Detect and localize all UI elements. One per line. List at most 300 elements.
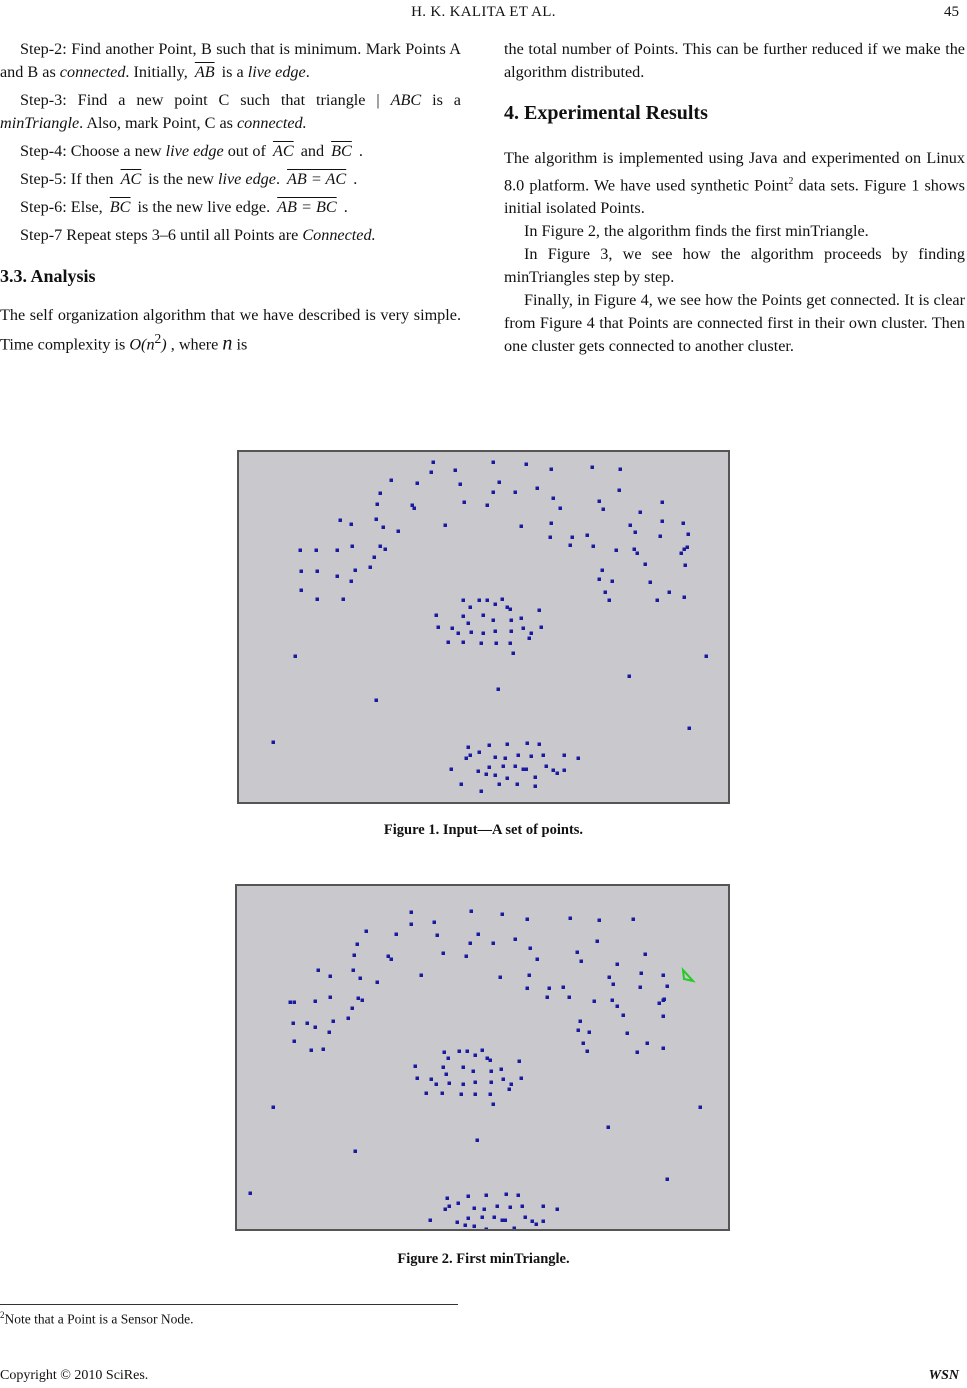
figure-2-points	[237, 886, 728, 1229]
figure-1-point	[534, 785, 538, 789]
figure-2-point	[662, 1015, 666, 1019]
figure-2-point	[467, 1217, 471, 1221]
figure-1-point	[413, 507, 417, 511]
figure-2-point	[524, 1216, 528, 1220]
analysis-paragraph	[0, 304, 461, 356]
figure-1-point	[411, 504, 415, 508]
figure-1-point	[591, 466, 595, 470]
figure-1-point	[300, 589, 304, 593]
figure-2-point	[598, 919, 602, 923]
figure-1-point	[528, 637, 532, 641]
figure-2-point	[542, 1205, 546, 1209]
figure-1-point	[390, 479, 394, 483]
figure-1-point	[480, 790, 484, 794]
figure-1-points	[239, 452, 728, 802]
step-6-mid: is the new live edge.	[133, 198, 275, 216]
figure-2-point	[485, 1194, 489, 1198]
figure-1-point	[272, 741, 276, 745]
figure-2-point	[513, 1227, 517, 1230]
figure-1-point	[556, 772, 560, 776]
figure-2-point	[444, 1208, 448, 1212]
figure-1-point	[339, 519, 343, 523]
figure-1-point	[540, 626, 544, 630]
figure-2-point	[518, 1060, 522, 1064]
figure-1-point	[509, 642, 513, 646]
figure-2-point	[395, 933, 399, 937]
results-paragraph-4: Finally, in Figure 4, we see how the Points get connected. It is clear from Figure 4 that Points are connected first in their own cluster. Then one cluster gets connected to another cluster.	[504, 291, 965, 356]
figure-2-point	[493, 1216, 497, 1220]
figure-2-point	[476, 1139, 480, 1143]
figure-1-point	[375, 518, 379, 522]
figure-2-point	[353, 954, 357, 958]
right-column	[504, 38, 965, 358]
figure-2-point	[577, 1029, 581, 1033]
figure-1-point	[494, 630, 498, 634]
figure-1-point	[477, 770, 481, 774]
figure-1-point	[517, 754, 521, 758]
figure-2-point	[314, 1026, 318, 1030]
results-p1-text: The algorithm is implemented using Java and experimented on Linux 8.0 platform. We have used synthetic Point	[504, 149, 965, 195]
figure-2-point	[582, 1042, 586, 1046]
figure-1-point	[563, 769, 567, 773]
figure-1-point	[514, 491, 518, 495]
analysis-end: is	[232, 335, 248, 354]
figure-1-point	[369, 566, 373, 570]
figure-1-point	[538, 609, 542, 613]
complexity-exponent: 2	[154, 331, 162, 346]
figure-2-point	[474, 1054, 478, 1058]
figure-1-point	[495, 642, 499, 646]
footnote	[0, 1310, 193, 1328]
footnote-ref: 2	[788, 176, 794, 187]
figure-2-point	[477, 933, 481, 937]
figure-2-point	[465, 955, 469, 959]
figure-2-point	[310, 1049, 314, 1053]
edge-ac: $\overline{AC}$	[272, 142, 294, 160]
figure-1-point	[379, 492, 383, 496]
results-p1-end: data sets. Figure 1 shows initial isolated Points.	[504, 176, 965, 218]
step-7-text: Step-7 Repeat steps 3–6 until all Points are	[20, 226, 303, 244]
figure-1-point	[437, 626, 441, 630]
figure-1-point	[498, 481, 502, 485]
figure-2-point	[469, 942, 473, 946]
figure-2-point	[306, 1022, 310, 1026]
step-3-mid2: . Also, mark Point, C as	[79, 114, 237, 132]
figure-2-point	[410, 911, 414, 915]
figure-2-point	[646, 1042, 650, 1046]
figure-1-point	[522, 768, 526, 772]
figure-1-point	[538, 743, 542, 747]
figure-2-point	[502, 1078, 506, 1082]
figure-1-point	[659, 535, 663, 539]
figure-1-plot	[237, 450, 730, 804]
figure-2-point	[483, 1208, 487, 1212]
figure-2-point	[504, 1219, 508, 1223]
figure-2-point	[586, 1050, 590, 1054]
figure-2-point	[474, 1093, 478, 1097]
figure-1-point	[435, 614, 439, 618]
figure-2-point	[359, 977, 363, 981]
figure-1-point	[569, 544, 573, 548]
figure-2-point	[354, 1150, 358, 1154]
figure-2-point	[464, 1224, 468, 1228]
figure-1-point	[522, 627, 526, 631]
figure-1-point	[649, 581, 653, 585]
figure-2-point	[332, 1020, 336, 1024]
figure-2-point	[443, 1051, 447, 1055]
figure-1-point	[482, 614, 486, 618]
figure-2-point	[489, 1093, 493, 1097]
figure-2-point	[448, 1082, 452, 1086]
step-4-live-edge: live edge	[165, 142, 224, 160]
figure-1-point	[512, 652, 516, 656]
figure-1-point	[379, 545, 383, 549]
figure-2-point	[520, 1077, 524, 1081]
figure-1-point	[525, 768, 529, 772]
figure-2-point	[347, 1017, 351, 1021]
figure-1-point	[552, 769, 556, 773]
step-2-text: Step-2: Find another Point, B such that is minimum. Mark Points A and B as	[0, 40, 461, 81]
figure-1-point	[520, 617, 524, 621]
figure-1-point	[514, 765, 518, 769]
figure-1-point	[506, 743, 510, 747]
step-3	[0, 89, 461, 135]
step-3-mid: is a	[421, 91, 461, 109]
figure-2-point	[622, 1014, 626, 1018]
figure-1-point	[618, 489, 622, 493]
step-2-end: .	[305, 63, 310, 81]
figure-2-point	[390, 958, 394, 962]
figure-1-point	[350, 523, 354, 527]
step-3-mintriangle: minTriangle	[0, 114, 80, 132]
results-paragraph-3: In Figure 3, we see how the algorithm proceeds by finding minTriangles step by step.	[504, 245, 965, 287]
figure-1-point	[397, 530, 401, 534]
figure-2-point	[329, 975, 333, 979]
figure-2-point	[429, 1219, 433, 1223]
figure-2-point	[562, 986, 566, 990]
figure-1-point	[354, 569, 358, 573]
figure-2-point	[357, 997, 361, 1001]
figure-1-point	[510, 630, 514, 634]
figure-2-point	[328, 1031, 332, 1035]
complexity-expression: O(n	[129, 335, 155, 354]
figure-1-point	[462, 599, 466, 603]
figure-1-point	[563, 754, 567, 758]
figure-2-point	[529, 947, 533, 951]
figure-2-point	[351, 1007, 355, 1011]
analysis-mid: , where	[166, 335, 223, 354]
figure-1-point	[416, 482, 420, 486]
figure-2-point	[446, 1197, 450, 1201]
figure-2-point	[626, 1032, 630, 1036]
step-5	[0, 168, 461, 191]
figure-2-point	[420, 974, 424, 978]
figure-1-point	[530, 632, 534, 636]
figure-1-point	[432, 461, 436, 465]
figure-2-point	[496, 1205, 500, 1209]
results-paragraph-2: In Figure 2, the algorithm finds the first minTriangle.	[524, 222, 869, 241]
step-6-text: Step-6: Else,	[20, 198, 107, 216]
figure-1-point	[299, 549, 303, 553]
figure-1-point	[460, 783, 464, 787]
figure-1-point	[628, 675, 632, 679]
figure-2-point	[356, 943, 360, 947]
figure-2-point	[526, 987, 530, 991]
footnote-number: 2	[0, 1310, 5, 1320]
figure-1-point	[315, 549, 319, 553]
figure-1-point	[462, 615, 466, 619]
page-number: 45	[944, 4, 959, 20]
variable-n: n	[222, 332, 233, 355]
step-3-text: Step-3: Find a new point C such that triangle |	[20, 91, 391, 109]
step-6-end: .	[339, 198, 348, 216]
figure-2-point	[462, 1083, 466, 1087]
figure-1-point	[636, 552, 640, 556]
figure-2-point	[293, 1040, 297, 1044]
figure-1-point	[482, 632, 486, 636]
figure-2-point	[473, 1225, 477, 1229]
figure-2-point	[481, 1049, 485, 1053]
triangle-abc: ABC	[390, 91, 422, 109]
step-4-text: Step-4: Choose a new	[20, 142, 166, 160]
figure-1-point	[545, 765, 549, 769]
section-heading-results: 4. Experimental Results	[504, 102, 708, 124]
figure-2-point	[458, 1050, 462, 1054]
figure-1-point	[300, 570, 304, 574]
figure-2-point	[441, 1092, 445, 1096]
figure-2-point	[289, 1001, 293, 1005]
figure-2-point	[596, 940, 600, 944]
figure-1-point	[668, 591, 672, 595]
figure-2-point	[505, 1193, 509, 1197]
figure-1-point	[602, 508, 606, 512]
figure-1-point	[502, 765, 506, 769]
figure-2-point	[442, 952, 446, 956]
figure-2-point	[666, 1178, 670, 1182]
figure-1-point	[373, 556, 377, 560]
figure-1-point	[644, 563, 648, 567]
figure-2-point	[416, 1077, 420, 1081]
footnote-text: Note that a Point is a Sensor Node.	[4, 1311, 194, 1327]
figure-2-point	[640, 972, 644, 976]
figure-1-point	[450, 768, 454, 772]
figure-2-point	[435, 1083, 439, 1087]
figure-2-point	[361, 999, 365, 1003]
step-4	[0, 140, 461, 163]
figure-2-point	[611, 999, 615, 1003]
figure-1-point	[586, 534, 590, 538]
step-5-dot: .	[275, 170, 285, 188]
continuation-paragraph: the total number of Points. This can be further reduced if we make the algorithm distributed.	[504, 40, 965, 81]
figure-2-point	[579, 1020, 583, 1024]
figure-1-point	[577, 757, 581, 761]
figure-1-point	[488, 744, 492, 748]
figure-2-point	[445, 1073, 449, 1077]
equation-ab-bc: AB = BC	[277, 198, 337, 216]
figure-1-point	[684, 564, 688, 568]
figure-1-point	[478, 599, 482, 603]
figure-2-point	[460, 1093, 464, 1097]
figure-2-point	[580, 960, 584, 964]
figure-1-point	[467, 622, 471, 626]
figure-2-point	[528, 974, 532, 978]
figure-2-point	[616, 1005, 620, 1009]
figure-1-point	[494, 756, 498, 760]
figure-1-point	[497, 688, 501, 692]
figure-1-point	[492, 619, 496, 623]
figure-1-point	[534, 776, 538, 780]
figure-2-point	[636, 1051, 640, 1055]
figure-2-point	[568, 996, 572, 1000]
figure-1-point	[469, 606, 473, 610]
edge-ac: $\overline{AC}$	[120, 170, 142, 188]
figure-1-point	[680, 552, 684, 556]
figure-2-point	[430, 1078, 434, 1082]
figure-1-point	[510, 619, 514, 623]
figure-1-point	[463, 501, 467, 505]
figure-2-plot	[235, 884, 730, 1231]
figure-2-point	[644, 953, 648, 957]
figure-1-point	[608, 599, 612, 603]
figure-2-point	[509, 1206, 513, 1210]
figure-2-point	[521, 1205, 525, 1209]
step-4-end: .	[354, 142, 363, 160]
figure-1-point	[542, 754, 546, 758]
figure-1-point	[604, 591, 608, 595]
figure-1-point	[688, 727, 692, 731]
figure-2-point	[473, 1207, 477, 1211]
step-5-mid: is the new	[144, 170, 218, 188]
figure-1-point	[504, 757, 508, 761]
step-2-live-edge: live edge	[247, 63, 306, 81]
step-3-connected: connected.	[237, 114, 307, 132]
figure-2-point	[699, 1106, 703, 1110]
step-2	[0, 38, 461, 84]
figure-2-point	[387, 955, 391, 959]
figure-2-point	[486, 1057, 490, 1061]
figure-1-caption: Figure 1. Input—A set of points.	[383, 822, 584, 838]
figure-1-point	[530, 755, 534, 759]
figure-1-point	[485, 773, 489, 777]
figure-2-point	[542, 1220, 546, 1224]
figure-1-point	[506, 606, 510, 610]
figure-2-point	[490, 1070, 494, 1074]
figure-2-point	[433, 921, 437, 925]
figure-2-point	[616, 963, 620, 967]
figure-2-point	[514, 938, 518, 942]
step-2-connected: connected	[59, 63, 126, 81]
figure-2-point	[612, 983, 616, 987]
running-header: H. K. KALITA ET AL.	[411, 4, 556, 20]
figure-1-point	[661, 520, 665, 524]
figure-2-point	[548, 987, 552, 991]
figure-1-point	[552, 497, 556, 501]
figure-2-point	[485, 1228, 489, 1230]
figure-1-point	[683, 596, 687, 600]
figure-2-point	[466, 1050, 470, 1054]
figure-1-point	[598, 578, 602, 582]
figure-2-point	[448, 1205, 452, 1209]
figure-2-point	[272, 1106, 276, 1110]
step-6	[0, 196, 461, 219]
figure-2-point	[322, 1048, 326, 1052]
edge-bc: $\overline{BC}$	[109, 198, 131, 216]
figure-1-point	[571, 536, 575, 540]
figure-1-point	[494, 603, 498, 607]
figure-1-point	[629, 524, 633, 528]
figure-2-point	[447, 1057, 451, 1061]
figure-1-point	[526, 742, 530, 746]
figure-2-point	[501, 913, 505, 917]
results-paragraph-1	[504, 147, 965, 220]
figure-1-point	[492, 491, 496, 495]
figure-2-point	[546, 996, 550, 1000]
figure-1-point	[633, 548, 637, 552]
figure-2-point	[517, 1194, 521, 1198]
figure-2-point	[292, 1022, 296, 1026]
figure-2-point	[510, 1083, 514, 1087]
figure-2-point	[639, 986, 643, 990]
step-4-mid: out of	[223, 142, 270, 160]
figure-2-point	[608, 976, 612, 980]
figure-2-point	[462, 1066, 466, 1070]
figure-1-point	[351, 545, 355, 549]
figure-1-point	[494, 774, 498, 778]
figure-1-point	[447, 641, 451, 645]
step-2-mid2: is a	[217, 63, 248, 81]
figure-2-point	[376, 981, 380, 985]
figure-1-point	[467, 746, 471, 750]
figure-2-point	[410, 923, 414, 927]
figure-1-point	[501, 598, 505, 602]
step-2-mid: . Initially,	[125, 63, 192, 81]
figure-1-point	[316, 570, 320, 574]
figure-2-point	[535, 1223, 539, 1227]
figure-1-point	[619, 468, 623, 472]
figure-1-point	[465, 757, 469, 761]
figure-2-point	[490, 1081, 494, 1085]
step-5-end: .	[349, 170, 358, 188]
figure-1-point	[376, 503, 380, 507]
figure-1-point	[601, 569, 605, 573]
figure-1-point	[656, 599, 660, 603]
figure-1-point	[430, 471, 434, 475]
figure-2-point	[666, 985, 670, 989]
figure-2-point	[352, 969, 356, 973]
figure-1-point	[486, 599, 490, 603]
figure-2-caption: Figure 2. First minTriangle.	[397, 1251, 570, 1267]
figure-1-point	[375, 699, 379, 703]
figure-1-point	[486, 504, 490, 508]
figure-1-point	[509, 608, 513, 612]
figure-2-point	[658, 1002, 662, 1006]
edge-bc: $\overline{BC}$	[331, 142, 352, 160]
figure-2-point	[436, 934, 440, 938]
figure-2-point	[472, 1070, 476, 1074]
figure-2-point	[588, 1031, 592, 1035]
figure-2-point	[456, 1221, 460, 1225]
figure-2-point	[365, 930, 369, 934]
figure-1-point	[506, 777, 510, 781]
figure-2-point	[556, 1208, 560, 1212]
figure-2-point	[508, 1088, 512, 1092]
figure-2-point	[414, 1065, 418, 1069]
figure-2-point	[492, 942, 496, 946]
figure-1-point	[488, 766, 492, 770]
figure-2-point	[481, 1216, 485, 1220]
figure-1-point	[451, 627, 455, 631]
figure-2-point	[662, 974, 666, 978]
